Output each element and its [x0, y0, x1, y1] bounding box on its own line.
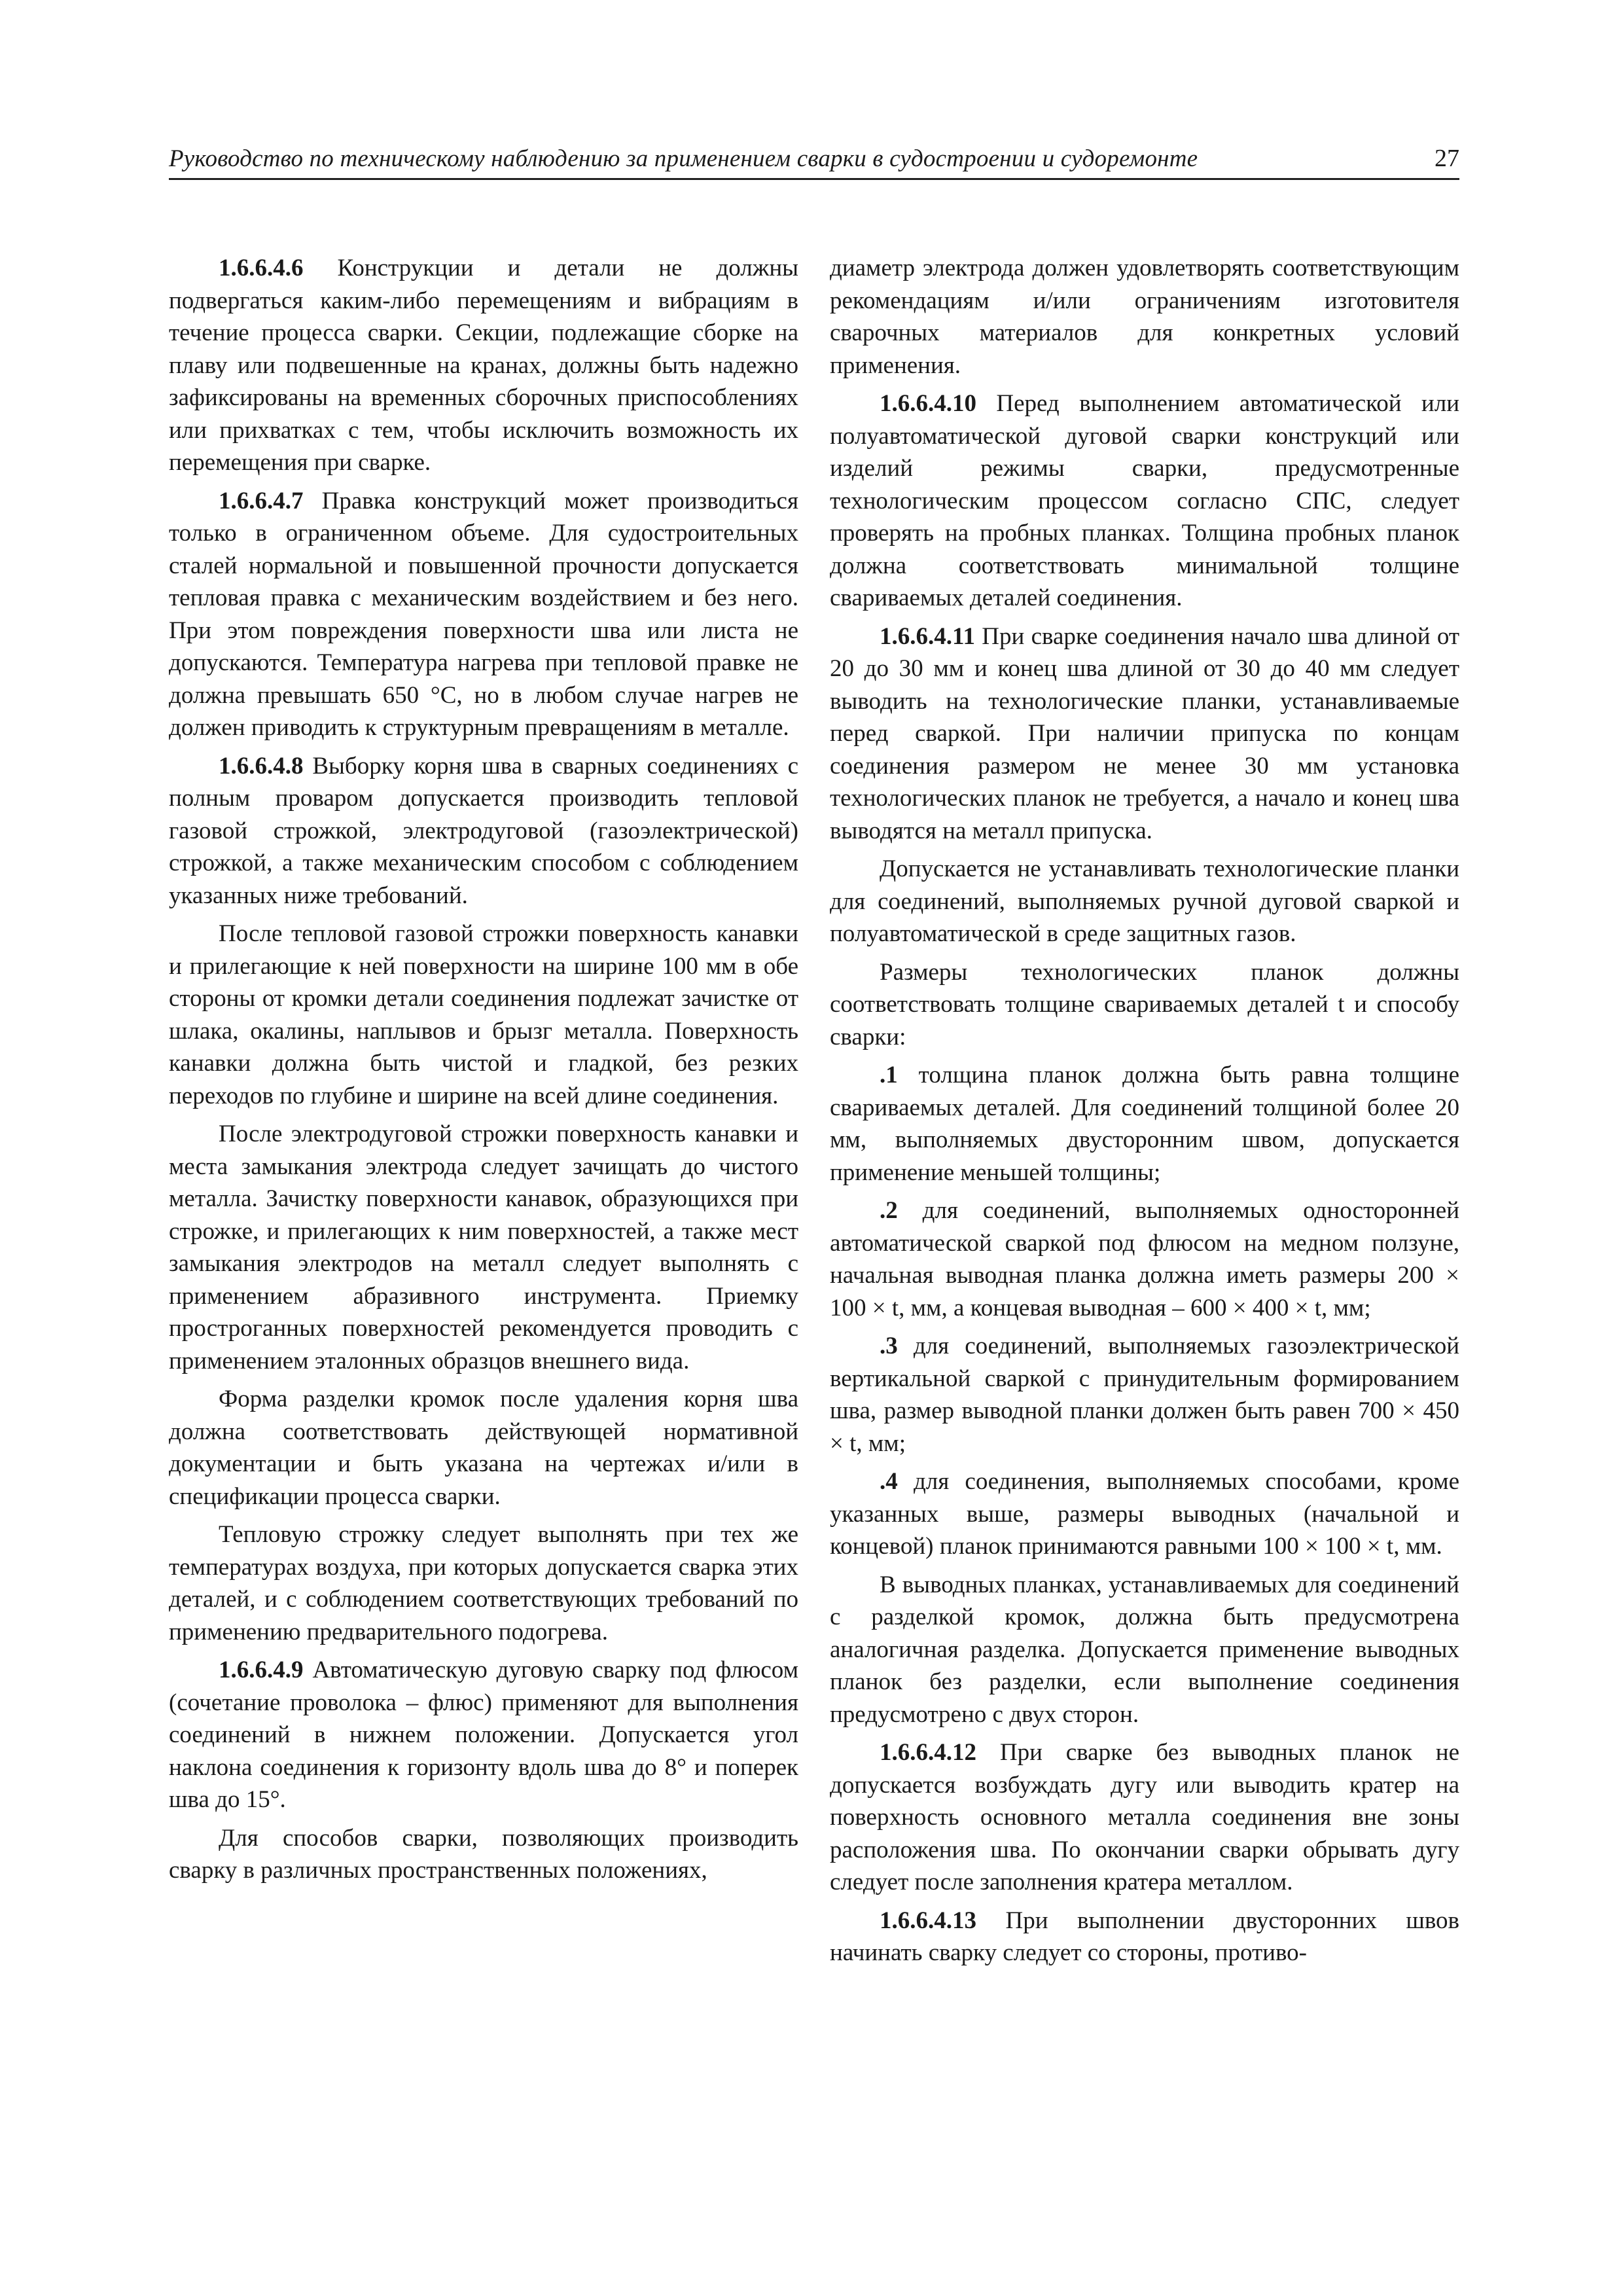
paragraph	[830, 252, 1459, 382]
paragraph-text: толщина планок должна быть равна толщине свариваемых деталей. Для соединений толщиной более 20 мм, выполняемых двусторонним швом, допускается применение меньшей толщины;	[830, 1062, 1459, 1186]
paragraph-text: Допускается не устанавливать технологические планки для соединений, выполняемых ручной дуговой сваркой и полуавтоматической в среде защитных газов.	[830, 855, 1459, 947]
paragraph-text: Перед выполнением автоматической или полуавтоматической дуговой сварки конструкций или изделий режимы сварки, предусмотренные технологическим процессом согласно СПС, следует проверять на пробных планках. Толщина пробных планок должна соответствовать минимальной толщине свариваемых деталей соединения.	[830, 390, 1459, 611]
paragraph-text: Для способов сварки, позволяющих производить сварку в различных пространственных положениях,	[169, 1824, 798, 1884]
paragraph-text: Автоматическую дуговую сварку под флюсом (сочетание проволока – флюс) применяют для выполнения соединений в нижнем положении. Допускается угол наклона соединения к горизонту вдоль шва до 8° и поперек шва до 15°.	[169, 1657, 799, 1813]
paragraph-text: Тепловую строжку следует выполнять при тех же температурах воздуха, при которых допускается сварка этих деталей, и с соблюдением соответствующих требований по применению предварительного подогрева.	[169, 1521, 798, 1645]
paragraph	[830, 1059, 1459, 1189]
paragraph-text: При сварке без выводных планок не допускается возбуждать дугу или выводить кратер на поверхность основного металла соединения вне зоны расположения шва. По окончании сварки обрывать дугу следует после заполнения кратера металлом.	[830, 1739, 1460, 1895]
paragraph	[830, 387, 1459, 615]
paragraph	[830, 853, 1459, 950]
header-title: Руководство по техническому наблюдению за применением сварки в судостроении и судоремонте	[169, 145, 1198, 172]
right-column	[830, 252, 1459, 1975]
paragraph-text: Выборку корня шва в сварных соединениях с полным проваром допускается производить тепловой газовой строжкой, электродуговой (газоэлектрической) строжкой, а также механическим способом с соблюдением указанных ниже требований.	[169, 752, 799, 909]
clause-number: .1	[880, 1062, 898, 1088]
paragraph-text: для соединений, выполняемых односторонней автоматической сваркой под флюсом на медном ползуне, начальная выводная планка должна иметь размеры 200 × 100 × t, мм, а концевая выводная – 600 × 400 × t, мм;	[830, 1197, 1460, 1321]
paragraph	[169, 1383, 798, 1513]
paragraph	[830, 1569, 1459, 1731]
paragraph-text: Форма разделки кромок после удаления корня шва должна соответствовать действующей нормативной документации и быть указана на чертежах и/или в спецификации процесса сварки.	[169, 1386, 798, 1510]
clause-number: 1.6.6.4.10	[880, 390, 976, 417]
paragraph-text: для соединения, выполняемых способами, кроме указанных выше, размеры выводных (начальной и концевой) планок принимаются равными 100 × 100 × t, мм.	[830, 1468, 1459, 1560]
paragraph	[830, 1465, 1459, 1563]
paragraph-text: При сварке соединения начало шва длиной от 20 до 30 мм и конец шва длиной от 30 до 40 мм следует выводить на технологические планки, устанавливаемые перед сваркой. При наличии припуска по концам соединения размером не менее 30 мм установка технологических планок не требуется, а начало и конец шва выводятся на металл припуска.	[830, 622, 1460, 844]
clause-number: 1.6.6.4.9	[219, 1657, 304, 1683]
paragraph	[169, 918, 798, 1112]
paragraph-text: для соединений, выполняемых газоэлектрической вертикальной сваркой с принудительным формированием шва, размер выводной планки должен быть равен 700 × 450 × t, мм;	[830, 1333, 1460, 1457]
paragraph	[169, 1654, 798, 1816]
clause-number: 1.6.6.4.8	[219, 752, 304, 780]
clause-number: .2	[880, 1197, 898, 1224]
paragraph	[830, 620, 1459, 848]
clause-number: 1.6.6.4.13	[880, 1907, 976, 1934]
paragraph	[830, 1330, 1459, 1460]
clause-number: 1.6.6.4.6	[219, 255, 304, 281]
clause-number: .4	[880, 1468, 898, 1495]
paragraph-text: После тепловой газовой строжки поверхность канавки и прилегающие к ней поверхности на ширине 100 мм в обе стороны от кромки детали соединения подлежат зачистке от шлака, окалины, наплывов и брызг металла. Поверхность канавки должна быть чистой и гладкой, без резких переходов по глубине и ширине на всей длине соединения.	[169, 920, 798, 1109]
paragraph	[169, 750, 798, 912]
paragraph	[169, 1118, 798, 1377]
paragraph-text: диаметр электрода должен удовлетворять соответствующим рекомендациям и/или ограничениям изготовителя сварочных материалов для конкретных условий применения.	[830, 255, 1459, 379]
clause-number: 1.6.6.4.12	[880, 1739, 976, 1766]
clause-number: 1.6.6.4.7	[219, 487, 304, 514]
clause-number: 1.6.6.4.11	[880, 622, 975, 650]
paragraph	[830, 1905, 1459, 1969]
paragraph-text: В выводных планках, устанавливаемых для соединений с разделкой кромок, должна быть предусмотрена аналогичная разделка. Допускается применение выводных планок без разделки, если выполнение соединения предусмотрено с двух сторон.	[830, 1571, 1459, 1728]
paragraph	[169, 252, 798, 479]
clause-number: .3	[880, 1333, 898, 1359]
paragraph	[830, 1194, 1459, 1324]
running-header	[169, 136, 1459, 180]
paragraph	[169, 485, 798, 744]
paragraph	[169, 1518, 798, 1648]
paragraph	[830, 1736, 1459, 1899]
paragraph-text: Размеры технологических планок должны соответствовать толщине свариваемых деталей t и способу сварки:	[830, 958, 1459, 1050]
paragraph-text: Правка конструкций может производиться только в ограниченном объеме. Для судостроительных сталей нормальной и повышенной прочности допускается тепловая правка с механическим воздействием и без него. При этом повреждения поверхности шва или листа не допускаются. Температура нагрева при тепловой правке не должна превышать 650 °С, но в любом случае нагрев не должен приводить к структурным превращениям в металле.	[169, 487, 798, 741]
paragraph	[169, 1822, 798, 1887]
paragraph	[830, 956, 1459, 1054]
page-number: 27	[1435, 145, 1459, 172]
paragraph-text: При выполнении двусторонних швов начинать сварку следует со стороны, противо-	[830, 1907, 1460, 1966]
paragraph-text: После электродуговой строжки поверхность канавки и места замыкания электрода следует зачищать до чистого металла. Зачистку поверхности канавок, образующихся при строжке, и прилегающих к ним поверхностей, а также мест замыкания электродов на металл следует выполнять с применением абразивного инструмента. Приемку прострoганных поверхностей рекомендуется проводить с применением эталонных образцов внешнего вида.	[169, 1121, 798, 1374]
left-column	[169, 252, 798, 1893]
paragraph-text: Конструкции и детали не должны подвергаться каким-либо перемещениям и вибрациям в течение процесса сварки. Секции, подлежащие сборке на плаву или подвешенные на кранах, должны быть надежно зафиксированы на временных сборочных приспособлениях или прихватках с тем, чтобы исключить возможность их перемещения при сварке.	[169, 255, 798, 476]
